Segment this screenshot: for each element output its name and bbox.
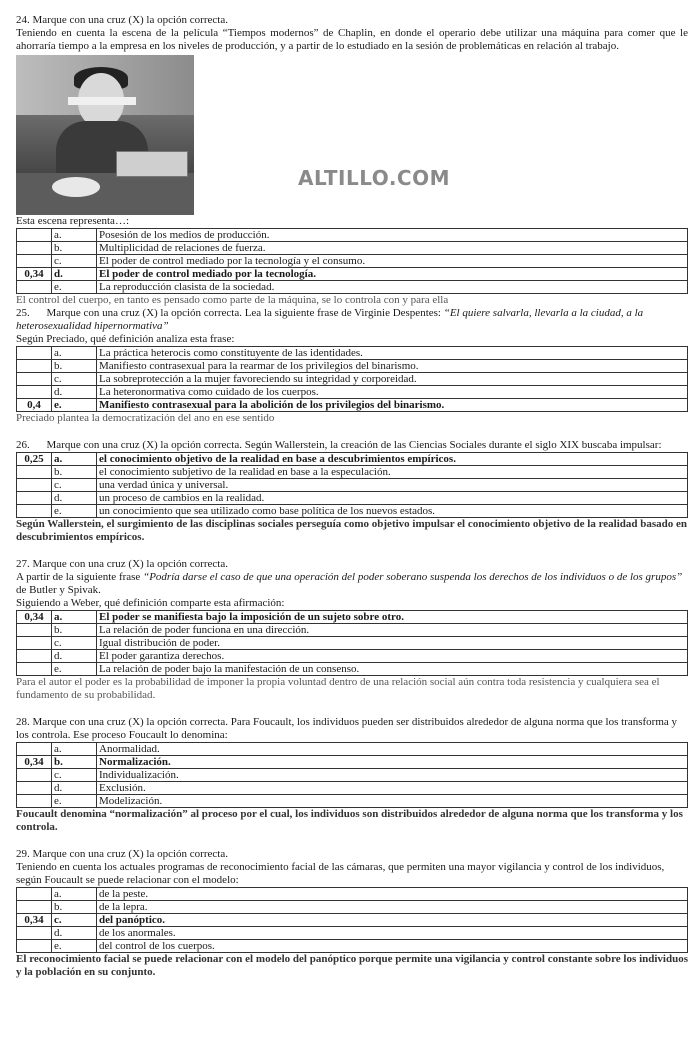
option-score xyxy=(17,242,52,255)
statement-text: A partir de la siguiente frase xyxy=(16,571,141,583)
option-text: Anormalidad. xyxy=(97,743,688,756)
options-table-25 xyxy=(16,346,688,412)
option-letter: c. xyxy=(52,914,97,927)
option-row[interactable] xyxy=(17,914,688,927)
question-instruction: Marque con una cruz (X) la opción correcta. Para Foucault, los individuos pueden ser distribuidos alrededor de alguna norma que los transforma y los controla. Ese proceso Foucault lo denomina: xyxy=(16,716,678,741)
option-score: 0,34 xyxy=(17,268,52,281)
option-text: de los anormales. xyxy=(97,927,688,940)
option-letter: e. xyxy=(52,505,97,518)
exam-page xyxy=(16,14,688,979)
question-number: 27. xyxy=(16,558,30,570)
question-instruction: Marque con una cruz (X) la opción correcta. xyxy=(32,14,228,26)
question-27-prompt: Siguiendo a Weber, qué definición comparte esta afirmación: xyxy=(16,597,285,609)
option-row[interactable] xyxy=(17,281,688,294)
option-score: 0,34 xyxy=(17,756,52,769)
option-row[interactable] xyxy=(17,795,688,808)
option-letter: d. xyxy=(52,268,97,281)
option-letter: b. xyxy=(52,466,97,479)
explanation-25: Preciado plantea la democratización del ano en ese sentido xyxy=(16,412,275,424)
option-letter: e. xyxy=(52,399,97,412)
option-row[interactable] xyxy=(17,769,688,782)
option-text: Exclusión. xyxy=(97,782,688,795)
option-text: Igual distribución de poder. xyxy=(97,637,688,650)
question-number: 26. xyxy=(16,439,30,451)
question-25-prompt: Según Preciado, qué definición analiza esta frase: xyxy=(16,333,235,345)
option-text: de la lepra. xyxy=(97,901,688,914)
question-number: 25. xyxy=(16,307,30,319)
option-score xyxy=(17,782,52,795)
option-row[interactable] xyxy=(17,927,688,940)
question-instruction: Marque con una cruz (X) la opción correcta. xyxy=(32,558,228,570)
option-text: La relación de poder funciona en una dirección. xyxy=(97,624,688,637)
option-text: de la peste. xyxy=(97,888,688,901)
option-text: un proceso de cambios en la realidad. xyxy=(97,492,688,505)
option-text: el conocimiento objetivo de la realidad en base a descubrimientos empíricos. xyxy=(97,453,688,466)
option-score xyxy=(17,479,52,492)
question-number: 28. xyxy=(16,716,30,728)
option-row[interactable] xyxy=(17,347,688,360)
option-text: Multiplicidad de relaciones de fuerza. xyxy=(97,242,688,255)
question-instruction: Marque con una cruz (X) la opción correcta. Según Wallerstein, la creación de las Ciencias Sociales durante el siglo XIX buscaba impulsar: xyxy=(46,439,662,451)
option-text: el conocimiento subjetivo de la realidad en base a la especulación. xyxy=(97,466,688,479)
option-row[interactable] xyxy=(17,756,688,769)
option-score xyxy=(17,386,52,399)
option-text: La relación de poder bajo la manifestación de un consenso. xyxy=(97,663,688,676)
question-29-header xyxy=(16,848,688,861)
option-row[interactable] xyxy=(17,453,688,466)
option-score: 0,34 xyxy=(17,611,52,624)
option-score xyxy=(17,927,52,940)
option-score xyxy=(17,650,52,663)
option-row[interactable] xyxy=(17,492,688,505)
option-letter: e. xyxy=(52,663,97,676)
option-text: del panóptico. xyxy=(97,914,688,927)
option-text: un conocimiento que sea utilizado como base política de los nuevos estados. xyxy=(97,505,688,518)
explanation-27: Para el autor el poder es la probabilidad de imponer la propia voluntad dentro de una relación social aún contra toda resistencia y cualquiera sea el fundamento de su probabilidad. xyxy=(16,676,660,701)
option-letter: a. xyxy=(52,347,97,360)
option-score xyxy=(17,347,52,360)
option-score xyxy=(17,229,52,242)
option-score xyxy=(17,281,52,294)
option-row[interactable] xyxy=(17,637,688,650)
option-row[interactable] xyxy=(17,611,688,624)
option-letter: d. xyxy=(52,650,97,663)
option-text: La reproducción clasista de la sociedad. xyxy=(97,281,688,294)
question-number: 24. xyxy=(16,14,30,26)
watermark-logo: ALTILLO.COM xyxy=(298,166,451,190)
option-row[interactable] xyxy=(17,399,688,412)
option-score xyxy=(17,637,52,650)
question-24-statement: Teniendo en cuenta la escena de la película “Tiempos modernos” de Chaplin, en donde el operario debe utilizar una máquina para comer que le ahorraría tiempo a la empresa en los niveles de producción, y a partir de lo estudiado en la sesión de problemáticas en relación al trabajo. xyxy=(16,27,688,52)
option-score xyxy=(17,466,52,479)
option-letter: e. xyxy=(52,940,97,953)
options-table-29 xyxy=(16,887,688,953)
option-row[interactable] xyxy=(17,743,688,756)
options-table-28 xyxy=(16,742,688,808)
option-text: del control de los cuerpos. xyxy=(97,940,688,953)
statement-text: de Butler y Spivak. xyxy=(16,584,101,596)
explanation-29: El reconocimiento facial se puede relacionar con el modelo del panóptico porque permite una vigilancia y control constante sobre los individuos y la población en su conjunto. xyxy=(16,953,688,978)
option-text: una verdad única y universal. xyxy=(97,479,688,492)
option-score: 0,4 xyxy=(17,399,52,412)
movie-still-image xyxy=(16,55,194,215)
option-letter: e. xyxy=(52,795,97,808)
question-25-header xyxy=(16,307,688,333)
question-27 xyxy=(16,558,688,702)
question-quote: “Podría darse el caso de que una operación del poder soberano suspenda los derechos de los individuos o de los grupos” xyxy=(143,571,683,583)
explanation-26: Según Wallerstein, el surgimiento de las disciplinas sociales perseguía como objetivo impulsar el conocimiento objetivo de la realidad basado en descubrimientos empíricos. xyxy=(16,518,688,543)
option-score xyxy=(17,769,52,782)
options-table-26 xyxy=(16,452,688,518)
option-text: El poder se manifiesta bajo la imposición de un sujeto sobre otro. xyxy=(97,611,688,624)
option-score: 0,34 xyxy=(17,914,52,927)
option-text: Modelización. xyxy=(97,795,688,808)
option-score xyxy=(17,888,52,901)
question-number: 29. xyxy=(16,848,30,860)
option-text: El poder de control mediado por la tecnología. xyxy=(97,268,688,281)
question-28-header xyxy=(16,716,688,742)
option-text: Manifiesto contrasexual para la abolición de los privilegios del binarismo. xyxy=(97,399,688,412)
question-28 xyxy=(16,716,688,834)
option-letter: c. xyxy=(52,637,97,650)
options-table-27 xyxy=(16,610,688,676)
option-letter: c. xyxy=(52,769,97,782)
options-table-24 xyxy=(16,228,688,294)
option-score xyxy=(17,940,52,953)
option-row[interactable] xyxy=(17,888,688,901)
option-text: El poder de control mediado por la tecnología y el consumo. xyxy=(97,255,688,268)
option-letter: c. xyxy=(52,479,97,492)
option-row[interactable] xyxy=(17,505,688,518)
option-row[interactable] xyxy=(17,650,688,663)
option-row[interactable] xyxy=(17,940,688,953)
question-25 xyxy=(16,307,688,425)
option-letter: a. xyxy=(52,743,97,756)
option-text: La sobreprotección a la mujer favoreciendo su integridad y corporeidad. xyxy=(97,373,688,386)
question-27-statement xyxy=(16,571,688,597)
option-text: Manifiesto contrasexual para la rearmar de los privilegios del binarismo. xyxy=(97,360,688,373)
option-letter: e. xyxy=(52,281,97,294)
option-score xyxy=(17,624,52,637)
question-24-header xyxy=(16,14,688,27)
option-letter: b. xyxy=(52,624,97,637)
option-letter: b. xyxy=(52,901,97,914)
option-score xyxy=(17,373,52,386)
option-row[interactable] xyxy=(17,255,688,268)
option-text: La heteronormativa como cuidado de los cuerpos. xyxy=(97,386,688,399)
option-letter: c. xyxy=(52,255,97,268)
option-letter: a. xyxy=(52,229,97,242)
option-score xyxy=(17,901,52,914)
explanation-24: El control del cuerpo, en tanto es pensado como parte de la máquina, se lo controla con y para ella xyxy=(16,294,449,306)
option-letter: d. xyxy=(52,492,97,505)
option-text: Posesión de los medios de producción. xyxy=(97,229,688,242)
question-instruction: Marque con una cruz (X) la opción correcta. xyxy=(32,848,228,860)
question-29 xyxy=(16,848,688,979)
option-score xyxy=(17,360,52,373)
option-row[interactable] xyxy=(17,386,688,399)
option-row[interactable] xyxy=(17,479,688,492)
option-letter: a. xyxy=(52,611,97,624)
question-26-header xyxy=(16,439,688,452)
option-letter: a. xyxy=(52,888,97,901)
option-row[interactable] xyxy=(17,901,688,914)
option-text: La práctica heterocis como constituyente de las identidades. xyxy=(97,347,688,360)
option-row[interactable] xyxy=(17,782,688,795)
question-24-prompt: Esta escena representa…: xyxy=(16,215,129,227)
option-text: Individualización. xyxy=(97,769,688,782)
option-row[interactable] xyxy=(17,268,688,281)
option-letter: d. xyxy=(52,386,97,399)
option-letter: c. xyxy=(52,373,97,386)
option-score xyxy=(17,255,52,268)
option-letter: d. xyxy=(52,782,97,795)
option-letter: a. xyxy=(52,453,97,466)
option-row[interactable] xyxy=(17,229,688,242)
option-row[interactable] xyxy=(17,242,688,255)
explanation-28: Foucault denomina “normalización” al proceso por el cual, los individuos son distribuidos alrededor de alguna norma que los transforma y los controla. xyxy=(16,808,683,833)
question-quote: “El quiere salvarla, llevarla a la ciudad, a la heterosexualidad hipernormativa” xyxy=(16,307,644,332)
question-27-header xyxy=(16,558,688,571)
option-score xyxy=(17,663,52,676)
option-row[interactable] xyxy=(17,373,688,386)
question-24 xyxy=(16,14,688,307)
question-29-statement: Teniendo en cuenta los actuales programas de reconocimiento facial de las cámaras, que permiten una mayor vigilancia y control de los individuos, según Foucault se puede relacionar con el modelo: xyxy=(16,861,665,886)
question-instruction: Marque con una cruz (X) la opción correcta. Lea la siguiente frase de Virginie Despentes: xyxy=(46,307,441,319)
option-text: Normalización. xyxy=(97,756,688,769)
option-row[interactable] xyxy=(17,663,688,676)
option-row[interactable] xyxy=(17,624,688,637)
option-letter: d. xyxy=(52,927,97,940)
option-row[interactable] xyxy=(17,360,688,373)
question-26 xyxy=(16,439,688,544)
option-score: 0,25 xyxy=(17,453,52,466)
option-score xyxy=(17,505,52,518)
option-letter: b. xyxy=(52,242,97,255)
option-text: El poder garantiza derechos. xyxy=(97,650,688,663)
option-score xyxy=(17,492,52,505)
option-score xyxy=(17,795,52,808)
option-row[interactable] xyxy=(17,466,688,479)
option-letter: b. xyxy=(52,360,97,373)
option-letter: b. xyxy=(52,756,97,769)
option-score xyxy=(17,743,52,756)
